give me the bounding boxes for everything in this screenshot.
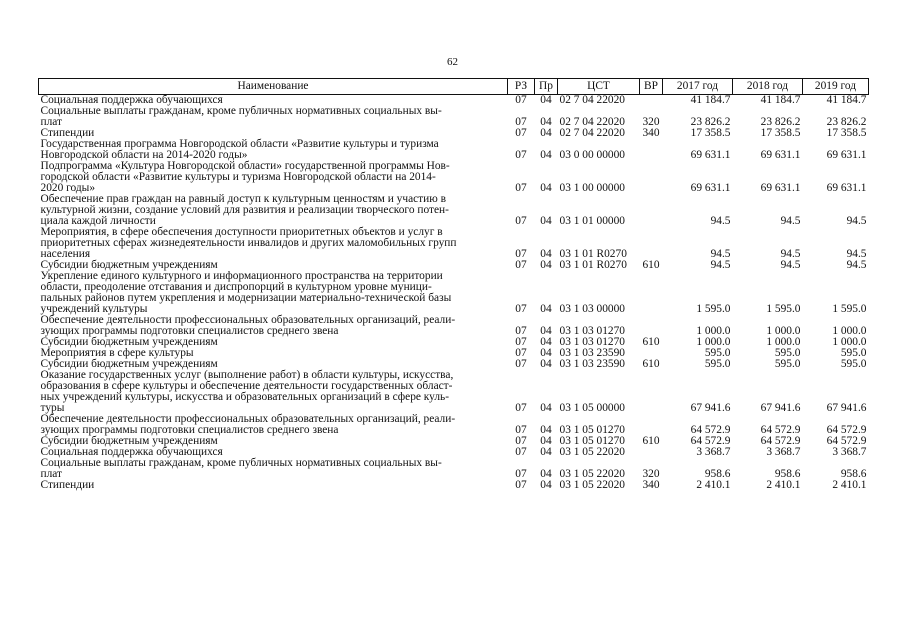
row-rz: 07	[515, 94, 527, 106]
row-name-line: Социальные выплаты гражданам, кроме публичных нормативных социальных вы-	[40, 457, 442, 469]
row-cst: 03 1 01 R0270	[559, 259, 627, 271]
row-vr: 610	[642, 358, 660, 370]
row-value-2017: 1 000.0	[696, 336, 731, 348]
row-value-2018: 94.5	[780, 259, 801, 271]
row-cst: 03 1 00 00000	[559, 182, 625, 194]
row-rz: 07	[515, 259, 527, 271]
row-vr	[640, 315, 663, 337]
row-pr: 04	[540, 325, 552, 337]
row-value-2018: 94.5	[780, 248, 801, 260]
page-number: 62	[447, 56, 458, 68]
row-value-2018: 958.6	[774, 468, 801, 480]
row-value-2018: 3 368.7	[766, 446, 801, 458]
row-pr: 04	[540, 336, 552, 348]
row-value-2017: 958.6	[704, 468, 731, 480]
row-value-2019: 94.5	[846, 215, 867, 227]
row-value-2019: 3 368.7	[832, 446, 867, 458]
row-cst: 03 1 05 01270	[559, 435, 625, 447]
row-name-line: Государственная программа Новгородской области «Развитие культуры и туризма	[40, 138, 439, 150]
row-value-2019: 595.0	[840, 358, 867, 370]
row-value-2018: 67 941.6	[760, 402, 801, 414]
row-name-line: Субсидии бюджетным учреждениям	[40, 259, 218, 271]
row-name-line: Оказание государственных услуг (выполнение работ) в области культуры, искусства,	[40, 369, 454, 381]
row-name-line: Субсидии бюджетным учреждениям	[40, 358, 218, 370]
row-pr: 04	[540, 127, 552, 139]
row-name-line: городской области «Развитие культуры и туризма Новгородской области на 2014-	[40, 171, 436, 183]
row-value-2017: 64 572.9	[690, 435, 731, 447]
row-name-line: Субсидии бюджетным учреждениям	[40, 336, 218, 348]
row-pr: 04	[540, 435, 552, 447]
row-pr: 04	[540, 446, 552, 458]
row-vr: 610	[642, 259, 660, 271]
header-pr: Пр	[535, 79, 558, 95]
row-vr	[640, 271, 663, 315]
row-rz: 07	[515, 479, 527, 491]
row-pr: 04	[540, 259, 552, 271]
row-name-line: населения	[40, 248, 91, 260]
row-value-2018: 64 572.9	[760, 435, 801, 447]
row-cst: 03 1 03 23590	[559, 358, 625, 370]
row-rz: 07	[515, 149, 527, 161]
table-row	[39, 480, 869, 491]
row-vr: 320	[642, 468, 660, 480]
row-name-line: Стипендии	[40, 479, 95, 491]
header-rz: РЗ	[508, 79, 535, 95]
row-name	[39, 458, 508, 480]
header-cst: ЦСТ	[558, 79, 640, 95]
row-value-2017: 1 000.0	[696, 325, 731, 337]
row-rz: 07	[515, 435, 527, 447]
row-value-2017: 94.5	[710, 259, 731, 271]
row-name-line: Социальная поддержка обучающихся	[40, 446, 223, 458]
row-pr: 04	[540, 303, 552, 315]
row-name	[39, 139, 508, 161]
header-2017: 2017 год	[663, 79, 733, 95]
row-pr: 04	[540, 149, 552, 161]
row-rz: 07	[515, 248, 527, 260]
row-value-2018: 1 595.0	[766, 303, 801, 315]
row-cst: 03 1 05 22020	[559, 446, 625, 458]
row-name-line: Социальная поддержка обучающихся	[40, 94, 223, 106]
row-value-2018: 64 572.9	[760, 424, 801, 436]
table-row	[39, 106, 869, 128]
row-name-line: Обеспечение деятельности профессиональных образовательных организаций, реали-	[40, 413, 456, 425]
row-cst: 03 1 01 00000	[559, 215, 625, 227]
row-name	[39, 161, 508, 194]
row-name	[39, 106, 508, 128]
row-vr	[640, 194, 663, 227]
row-name-line: зующих программы подготовки специалистов среднего звена	[40, 325, 339, 337]
row-value-2019: 1 595.0	[832, 303, 867, 315]
row-name	[39, 315, 508, 337]
row-value-2019: 69 631.1	[826, 182, 867, 194]
row-name-line: Подпрограмма «Культура Новгородской области» государственной программы Нов-	[40, 160, 450, 172]
row-vr: 320	[642, 116, 660, 128]
row-value-2019: 23 826.2	[826, 116, 867, 128]
row-name-line: учреждений культуры	[40, 303, 148, 315]
row-value-2017: 94.5	[710, 215, 731, 227]
row-name-line: Укрепление единого культурного и информационного пространства на территории	[40, 270, 443, 282]
row-value-2017: 1 595.0	[696, 303, 731, 315]
row-rz: 07	[515, 116, 527, 128]
row-vr	[640, 139, 663, 161]
row-rz: 07	[515, 358, 527, 370]
row-value-2017: 69 631.1	[690, 182, 731, 194]
row-cst: 02 7 04 22020	[559, 127, 625, 139]
row-value-2018: 69 631.1	[760, 182, 801, 194]
row-value-2017: 67 941.6	[690, 402, 731, 414]
table-row	[39, 414, 869, 436]
row-vr	[640, 370, 663, 414]
row-rz: 07	[515, 215, 527, 227]
row-cst: 03 1 05 00000	[559, 402, 625, 414]
row-name	[39, 370, 508, 414]
row-pr: 04	[540, 116, 552, 128]
table-body	[39, 95, 869, 492]
row-vr	[640, 161, 663, 194]
row-pr: 04	[540, 215, 552, 227]
header-name: Наименование	[39, 79, 508, 95]
row-name-line: Новгородской области на 2014-2020 годы»	[40, 149, 248, 161]
row-value-2017: 595.0	[704, 347, 731, 359]
row-cst: 03 1 05 22020	[559, 479, 625, 491]
row-name-line: плат	[40, 116, 63, 128]
row-vr	[640, 227, 663, 260]
row-value-2019: 2 410.1	[832, 479, 867, 491]
row-rz: 07	[515, 182, 527, 194]
row-name-line: Субсидии бюджетным учреждениям	[40, 435, 218, 447]
row-rz: 07	[515, 424, 527, 436]
row-name-line: циала каждой личности	[40, 215, 156, 227]
row-value-2019: 94.5	[846, 248, 867, 260]
row-vr	[640, 447, 663, 458]
row-cst: 03 1 05 01270	[559, 424, 625, 436]
row-rz: 07	[515, 446, 527, 458]
row-value-2017: 595.0	[704, 358, 731, 370]
row-value-2019: 69 631.1	[826, 149, 867, 161]
table-row	[39, 458, 869, 480]
row-value-2018: 1 000.0	[766, 336, 801, 348]
row-value-2019: 64 572.9	[826, 424, 867, 436]
row-value-2017: 23 826.2	[690, 116, 731, 128]
row-cst: 03 1 03 01270	[559, 336, 625, 348]
table-row	[39, 315, 869, 337]
row-value-2017: 94.5	[710, 248, 731, 260]
row-name-line: 2020 годы»	[40, 182, 96, 194]
row-pr: 04	[540, 94, 552, 106]
row-pr: 04	[540, 402, 552, 414]
row-name	[39, 194, 508, 227]
row-value-2019: 64 572.9	[826, 435, 867, 447]
row-vr: 340	[642, 479, 660, 491]
row-cst: 02 7 04 22020	[559, 116, 625, 128]
table-row	[39, 161, 869, 194]
row-vr	[640, 95, 663, 107]
row-value-2018: 2 410.1	[766, 479, 801, 491]
row-rz: 07	[515, 402, 527, 414]
row-name	[39, 227, 508, 260]
row-name-line: образования в сфере культуры и обеспечение деятельности государственных област-	[40, 380, 453, 392]
row-value-2019: 17 358.5	[826, 127, 867, 139]
row-name-line: приоритетных сферах жизнедеятельности инвалидов и других маломобильных групп	[40, 237, 457, 249]
row-vr: 340	[642, 127, 660, 139]
row-rz: 07	[515, 468, 527, 480]
header-2018: 2018 год	[733, 79, 803, 95]
row-cst: 03 1 03 23590	[559, 347, 625, 359]
row-cst: 03 1 01 R0270	[559, 248, 627, 260]
row-name-line: зующих программы подготовки специалистов среднего звена	[40, 424, 339, 436]
row-cst: 03 0 00 00000	[559, 149, 625, 161]
header-2019: 2019 год	[803, 79, 869, 95]
row-value-2017: 2 410.1	[696, 479, 731, 491]
row-pr: 04	[540, 424, 552, 436]
row-rz: 07	[515, 325, 527, 337]
row-vr: 610	[642, 435, 660, 447]
row-value-2018: 595.0	[774, 347, 801, 359]
table-row	[39, 370, 869, 414]
row-value-2018: 23 826.2	[760, 116, 801, 128]
row-pr: 04	[540, 479, 552, 491]
row-value-2018: 1 000.0	[766, 325, 801, 337]
table-row	[39, 194, 869, 227]
row-name-line: Обеспечение деятельности профессиональных образовательных организаций, реали-	[40, 314, 456, 326]
row-cst: 03 1 03 01270	[559, 325, 625, 337]
row-name-line: туры	[40, 402, 65, 414]
row-pr: 04	[540, 248, 552, 260]
row-value-2017: 41 184.7	[690, 94, 731, 106]
row-value-2019: 41 184.7	[826, 94, 867, 106]
row-value-2019: 595.0	[840, 347, 867, 359]
row-name-line: Обеспечение прав граждан на равный доступ к культурным ценностям и участию в	[40, 193, 446, 205]
row-name-line: плат	[40, 468, 63, 480]
row-value-2018: 69 631.1	[760, 149, 801, 161]
row-name-line: Социальные выплаты гражданам, кроме публичных нормативных социальных вы-	[40, 105, 442, 117]
row-pr: 04	[540, 182, 552, 194]
table-row	[39, 139, 869, 161]
table-header-row	[39, 79, 869, 95]
row-cst: 02 7 04 22020	[559, 94, 625, 106]
row-value-2018: 595.0	[774, 358, 801, 370]
row-value-2018: 94.5	[780, 215, 801, 227]
row-name-line: Стипендии	[40, 127, 95, 139]
row-value-2019: 94.5	[846, 259, 867, 271]
row-name-line: ных учреждений культуры, искусства и образовательных организаций в сфере куль-	[40, 391, 450, 403]
row-value-2018: 17 358.5	[760, 127, 801, 139]
row-value-2019: 1 000.0	[832, 336, 867, 348]
row-value-2017: 64 572.9	[690, 424, 731, 436]
row-value-2017: 69 631.1	[690, 149, 731, 161]
row-value-2019: 1 000.0	[832, 325, 867, 337]
row-name-line: Мероприятия в сфере культуры	[40, 347, 194, 359]
row-value-2017: 17 358.5	[690, 127, 731, 139]
row-vr	[640, 414, 663, 436]
row-value-2019: 67 941.6	[826, 402, 867, 414]
budget-table	[38, 78, 869, 491]
row-cst: 03 1 05 22020	[559, 468, 625, 480]
table-row	[39, 227, 869, 260]
row-name-line: Мероприятия, в сфере обеспечения доступности приоритетных объектов и услуг в	[40, 226, 443, 238]
row-rz: 07	[515, 336, 527, 348]
row-pr: 04	[540, 468, 552, 480]
row-rz: 07	[515, 127, 527, 139]
header-vr: ВР	[640, 79, 663, 95]
row-cst: 03 1 03 00000	[559, 303, 625, 315]
row-name-line: пальных районов путем укрепления и модернизации материально-технической базы	[40, 292, 452, 304]
row-name-line: культурной жизни, создание условий для развития и реализации творческого потен-	[40, 204, 449, 216]
row-value-2017: 3 368.7	[696, 446, 731, 458]
row-name-line: области, преодоление отставания и диспропорций в культурном уровне муници-	[40, 281, 432, 293]
row-name	[39, 480, 508, 491]
row-pr: 04	[540, 358, 552, 370]
row-pr: 04	[540, 347, 552, 359]
row-rz: 07	[515, 347, 527, 359]
row-value-2019: 958.6	[840, 468, 867, 480]
row-vr: 610	[642, 336, 660, 348]
table-row	[39, 271, 869, 315]
row-name	[39, 271, 508, 315]
row-value-2018: 41 184.7	[760, 94, 801, 106]
row-name	[39, 414, 508, 436]
row-rz: 07	[515, 303, 527, 315]
